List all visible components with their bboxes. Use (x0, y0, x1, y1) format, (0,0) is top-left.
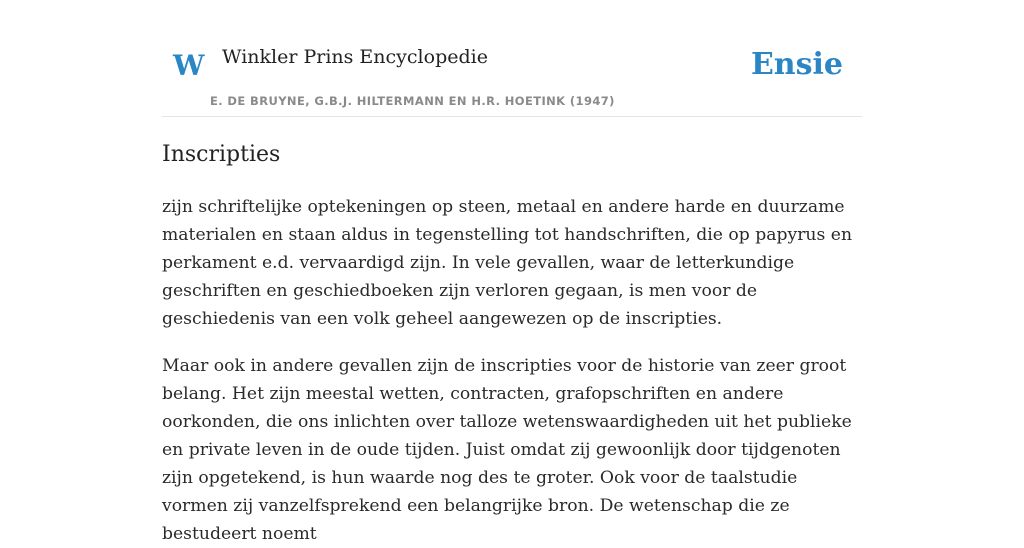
article-title: Inscripties (162, 142, 281, 167)
winkler-prins-logo[interactable]: W (173, 49, 205, 82)
authors-line: E. DE BRUYNE, G.B.J. HILTERMANN EN H.R. HOETINK (1947) (210, 94, 615, 108)
ensie-logo[interactable]: Ensie (750, 47, 843, 82)
article-paragraph-2: Maar ook in andere gevallen zijn de inscripties voor de historie van zeer groot belang. Het zijn meestal wetten, contracten, grafopschriften en andere oorkonden, die ons inlichten over talloze wetenswaardigheden uit het publieke en private leven in de oude tijden. Juist omdat zij gewoonlijk door tijdgenoten zijn opgetekend, is hun waarde nog des te groter. Ook voor de taalstudie vormen zij vanzelfsprekend een belangrijke bron. De wetenschap die ze bestudeert noemt (162, 356, 852, 544)
article-paragraph-1: zijn schriftelijke optekeningen op steen, metaal en andere harde en duurzame materialen en staan aldus in tegenstelling tot handschriften, die op papyrus en perkament e.d. vervaardigd zijn. In vele gevallen, waar de letterkundige geschriften en geschiedboeken zijn verloren gegaan, is men voor de geschiedenis van een volk geheel aangewezen op de inscripties. (162, 197, 853, 329)
header (162, 0, 862, 117)
article (162, 140, 862, 548)
site-title[interactable]: Winkler Prins Encyclopedie (222, 46, 488, 68)
